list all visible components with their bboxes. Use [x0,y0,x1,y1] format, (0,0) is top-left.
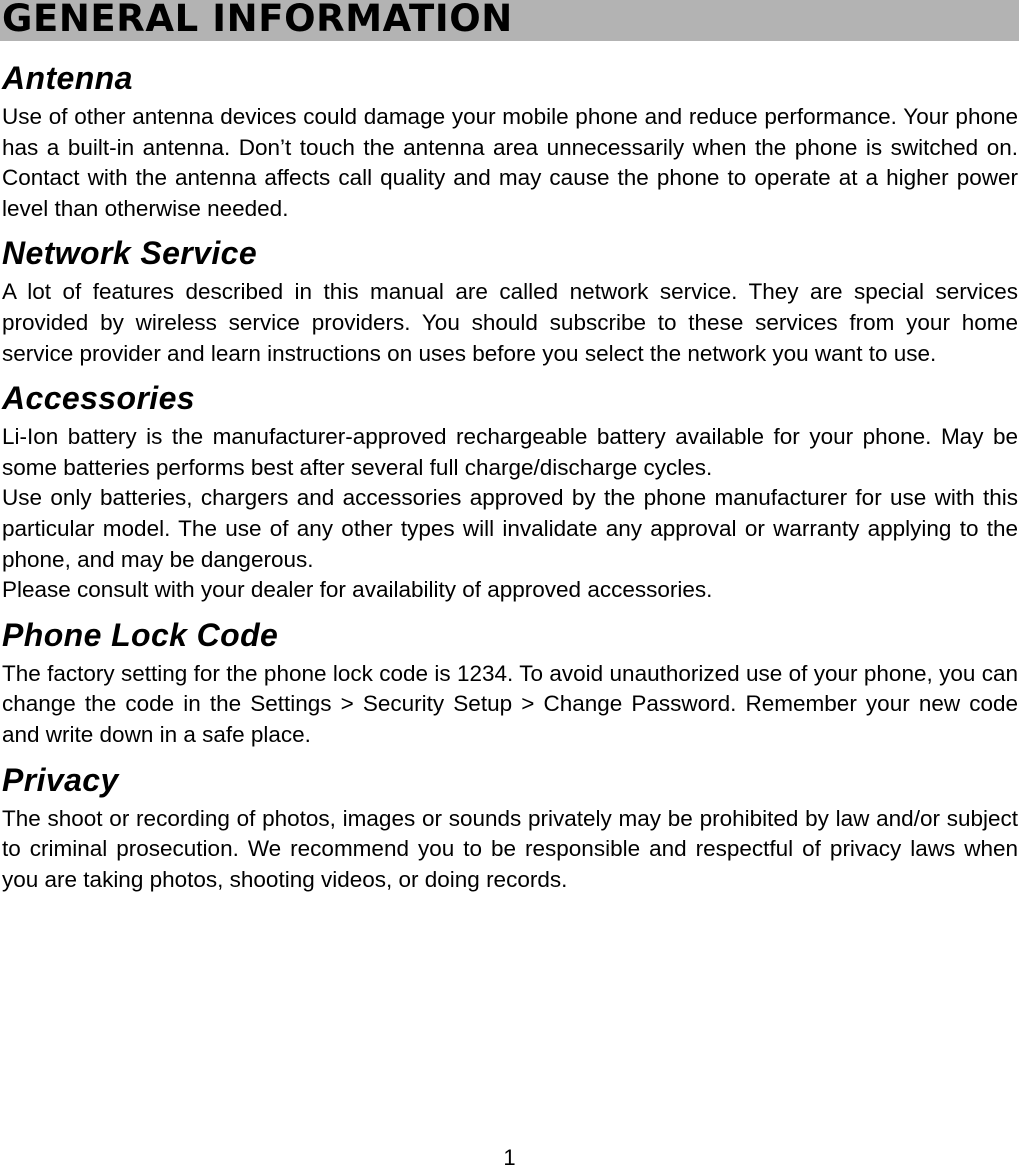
paragraph: Li-Ion battery is the manufacturer-approved rechargeable battery available for your phone. May be some batteries performs best after several full charge/discharge cycles. [2,424,1018,480]
section-antenna [2,54,1018,224]
section-heading-antenna: Antenna [2,60,133,96]
section-heading-network-service: Network Service [2,235,258,272]
paragraph: A lot of features described in this manual are called network service. They are special services provided by wireless service providers. You should subscribe to these services from your home service provider and learn instructions on uses before you select the network you want to use. [2,279,1018,366]
page-number: 1 [503,1145,516,1170]
section-heading-accessories: Accessories [2,380,195,417]
section-heading-phone-lock-code: Phone Lock Code [2,616,279,653]
section-accessories [2,374,1018,606]
section-network-service [2,229,1018,369]
section-heading-privacy: Privacy [2,761,119,798]
section-privacy [2,756,1018,896]
paragraph: The shoot or recording of photos, images or sounds privately may be prohibited by law and/or subject to criminal prosecution. We recommend you to be responsible and respectful of privacy laws when you are taking photos, shooting videos, or doing records. [2,805,1018,892]
page-content [2,54,1018,895]
title-bar [0,0,1019,41]
paragraph: The factory setting for the phone lock code is 1234. To avoid unauthorized use of your phone, you can change the code in the Settings > Security Setup > Change Password. Remember your new code and write down in a safe place. [2,660,1018,747]
paragraph: Please consult with your dealer for availability of approved accessories. [2,577,713,603]
section-phone-lock-code [2,611,1018,751]
paragraph: Use only batteries, chargers and accessories approved by the phone manufacturer for use with this particular model. The use of any other types will invalidate any approval or warranty applying to the phone, and may be dangerous. [2,485,1018,572]
paragraph: Use of other antenna devices could damage your mobile phone and reduce performance. Your phone has a built-in antenna. Don’t touch the antenna area unnecessarily when the phone is switched on. Contact with the antenna affects call quality and may cause the phone to operate at a higher power level than otherwise needed. [2,104,1018,221]
page-title: GENERAL INFORMATION [2,0,513,40]
